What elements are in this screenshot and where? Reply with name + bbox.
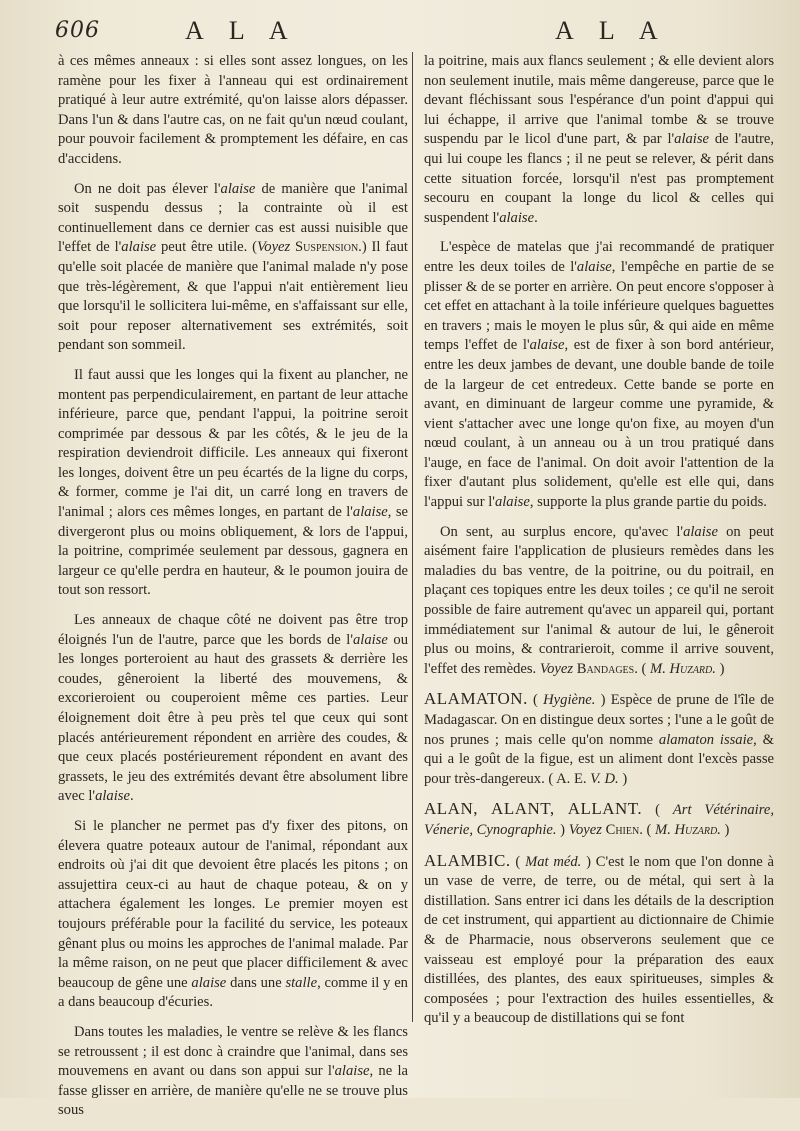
page-number: 606 [55,18,100,43]
text-span: de manière que l'animal soit suspendu dessus ; la contrainte où il est continuellement dans ce dernier cas est aussi nuisible que l'effet de l' [58,180,408,256]
text-span: ) Espèce de prune de l'île de Madagascar. On en distingue deux sortes ; l'une a le goût de nos prunes ; mais celle qu'on nomme [424,692,774,748]
text-span: ) C'est le nom que l'on donne à un vase de verre, de terre, ou de métal, qui sert à la distillation. Sans entrer ici dans les détails de la description de cet instrument, qui appartient au dictionnaire de Chimie & de Pharmacie, nous observerons seulement que ce vaisseau est employé pour la préparation des eaux distillées, des plantes, des eaux spiritueuses, simples & composées ; pour l'extraction des huiles essentielles, & qu'il y a beaucoup de distillations qui se font [424,853,774,1027]
text-span: , & qui a le goût de la figue, est un aliment dont l'excès passe pour très-dangereux. ( A. E. [424,731,774,787]
entry-headword: ALAMBIC. [424,850,511,870]
text-span: de l'autre, qui lui coupe les flancs ; il ne peut se relever, & périt dans cette situation forcée, lorsqu'il n'est pas promptement secouru en coupant la longe du licol & celles qui suspendent l' [424,131,774,226]
italic-term: alaise [121,239,157,256]
cross-ref-target: Chien. [601,821,643,838]
column-divider [412,52,413,1022]
text-span: ) [720,821,730,838]
italic-term: alaise [220,180,256,197]
italic-term: alaise [95,788,130,805]
text-span: ) Il faut qu'elle soit placée de manière que l'animal malade n'y pose que très-légèrement, & que l'appui n'ait entièrement lieu que lorsqu'il le sollicitera lui-même, en s'affaissant sur elle, soit pour reposer alternativement ses extrémités, soit pendant son sommeil. [58,239,408,354]
running-head-left: A L A [185,16,298,45]
text-span: on peut aisément faire l'application de plusieurs remèdes dans les maladies du bas ventre, de la poitrine, ou du poitrail, en plaçant ces topiques entre les deux toiles ; ce qu'il ne seroit possible de faire autrement qu'avec un appareil qui, portant immédiatement sur l'animal & autour de lui, le gêneroit plus ou moins, & contrarieroit, comme il arrive souvent, l'effet des remèdes. [424,523,774,677]
paragraph: à ces mêmes anneaux : si elles sont assez longues, on les ramène pour les fixer à l'anneau qui est ordinairement pratiqué à leur autre extrémité, qu'on laisse alors dépasser. Dans l'un & dans l'autre cas, on ne fait qu'un nœud coulant, pour pouvoir facilement & promptement les défaire, en cas d'accidens. [58,53,408,167]
entry-alambic [424,851,774,1029]
text-span: ) [715,660,725,677]
text-span: . [129,788,134,805]
paragraph [58,611,408,807]
italic-term: alaise [191,974,227,991]
cross-ref-target: Suspension. [290,239,362,256]
italic-term: alaise [499,209,535,226]
entry-headword: ALAMATON. [424,689,528,709]
text-span: , l'empêche en partie de se plisser & de se porter en arrière. On peut encore s'opposer à cet effet en attachant à la toile inférieure quelques baguettes en travers ; mais le moyen le plus sûr, & qui aide en même temps l'effet de l' [424,258,774,354]
text-span: Les anneaux de chaque côté ne doivent pas être trop éloignés l'un de l'autre, parce que les bords de l' [58,612,408,648]
right-column [424,52,774,1039]
author-signature: V. D. [590,770,619,787]
italic-term: stalle [285,974,318,991]
italic-term: alaise [494,494,530,511]
paragraph [58,180,408,356]
entry-category: Art Vétérinaire, Vénerie, Cynographie. [424,802,774,838]
text-span: ) [618,770,628,787]
text-span: , se divergeront plus ou moins obliquement, & lors de l'appui, la poitrine, comprimée seulement par dessous, gagnera en largeur ce qu'elle perdra en hauteur, & le poumon jouira de tout son ressort. [58,504,408,599]
entry-headword: ALAN, ALANT, ALLANT. [424,799,643,819]
paragraph [424,52,774,228]
text-span: . [534,209,538,226]
text-span: ( [637,660,651,677]
text-span: , supporte la plus grande partie du poids. [529,494,767,511]
text-span: , est de fixer à son bord antérieur, entre les deux jambes de devant, une double bande de toile de la largeur de cet entredeux. Cette bande se porte en avant, en diminuant de largeur comme une pyramide, & vient s'attacher avec une longe qu'on fixe, au moyen d'un nœud coulant, à un anneau ou à un trou pratiqué dans l'auge, en face de l'animal. On doit avoir l'attention de la fixer d'autant plus solidement, qu'elle est elle qui, dans l'appui sur l' [424,337,774,511]
text-span: , ne la fasse glisser en arrière, de manière qu'elle ne se trouve plus sous [58,1063,408,1119]
italic-term: alaise [529,337,565,354]
paragraph [424,238,774,512]
text-span: L'espèce de matelas que j'ai recommandé de pratiquer entre les deux toiles de l' [424,239,774,275]
text-span: ou les longes porteroient au haut des grassets & derrière les coudes, gêneroient la liberté des mouvemens, & excorieroient ou couperoient même ces parties. Leur éloignement doit être à peu près tel que ceux qui sont placés antérieurement répondent en arrière des coudes, & que ceux placés postérieurement répondent en avant des grassets, le jeu des extrémités devant être absolument libre avec l' [58,631,408,805]
running-head-right: A L A [555,16,668,45]
left-column [58,52,408,1131]
text-span: dans une [226,974,286,991]
text-span: ( [527,692,544,709]
entry-alan [424,799,774,840]
text-span: ) [556,821,569,838]
italic-term: alaise [352,504,388,521]
text-span: ( [510,853,526,870]
text-span: Il faut aussi que les longes qui la fixent au plancher, ne montent pas perpendiculairement, en partant de leur attache inférieure, parce que, pendant l'appui, la poitrine seroit comprimée par dessous & par les côtés, & le jeu de la respiration deviendroit difficile. Les anneaux qui fixeront les longes, doivent être un peu écartés de la ligne du corps, & former, comme je l'ai dit, un carré long en travers de l'animal ; alors ces mêmes longes, en partant de l' [58,366,408,521]
italic-term: alaise [334,1063,370,1080]
cross-ref-voyez: Voyez [568,821,602,838]
author-signature: M. Huzard. [655,821,721,838]
text-span: Si le plancher ne permet pas d'y fixer des pitons, on élevera quatre poteaux autour de l'animal, répondant aux endroits où j'ai dit que devoient être placés les pitons ; on assujettira ceux-ci au haut de chaque poteau, & on y attachera également les longes. Le premier moyen est toujours préférable pour la facilité du service, les poteaux gênant plus ou moins les approches de l'animal malade. Par la même raison, on ne peut que placer difficilement & avec beaucoup de gêne une [58,817,408,991]
text-span: On ne doit pas élever l' [74,180,221,197]
text-span: Dans toutes les maladies, le ventre se relève & les flancs se retroussent ; il est donc à craindre que l'animal, dans ses mouvemens en avant ou dans son appui sur l' [58,1023,408,1080]
italic-term: alamaton issaie [658,731,754,748]
paragraph [58,366,408,601]
paragraph [58,1023,408,1121]
entry-category: Mat méd. [525,853,582,870]
author-signature: M. Huzard. [650,660,716,677]
paragraph [58,817,408,1013]
italic-term: alaise [683,523,718,540]
cross-ref-voyez: Voyez [256,239,291,256]
cross-ref-voyez: Voyez [539,660,574,677]
text-span: , comme il y en a dans beaucoup d'écuries. [58,974,408,1011]
text-span: peut être utile. ( [156,239,257,256]
cross-ref-target: Bandages. [573,660,638,677]
text-span: la poitrine, mais aux flancs seulement ; & elle devient alors non seulement inutile, mais même dangereuse, parce que le devant fléchissant sous l'espérance d'un point d'appui qui lui échappe, il arrive que l'animal tombe & se trouve suspendu par le licol d'une part, & par l' [424,53,774,148]
entry-alamaton [424,689,774,789]
entry-category: Hygiène. [543,692,596,709]
page-header [55,14,765,48]
paragraph [424,523,774,680]
text-span: On sent, au surplus encore, qu'avec l' [440,523,684,540]
italic-term: alaise [352,631,388,648]
italic-term: alaise [576,258,612,275]
text-span: ( [642,821,656,838]
text-span: ( [642,802,673,819]
italic-term: alaise [674,131,710,148]
